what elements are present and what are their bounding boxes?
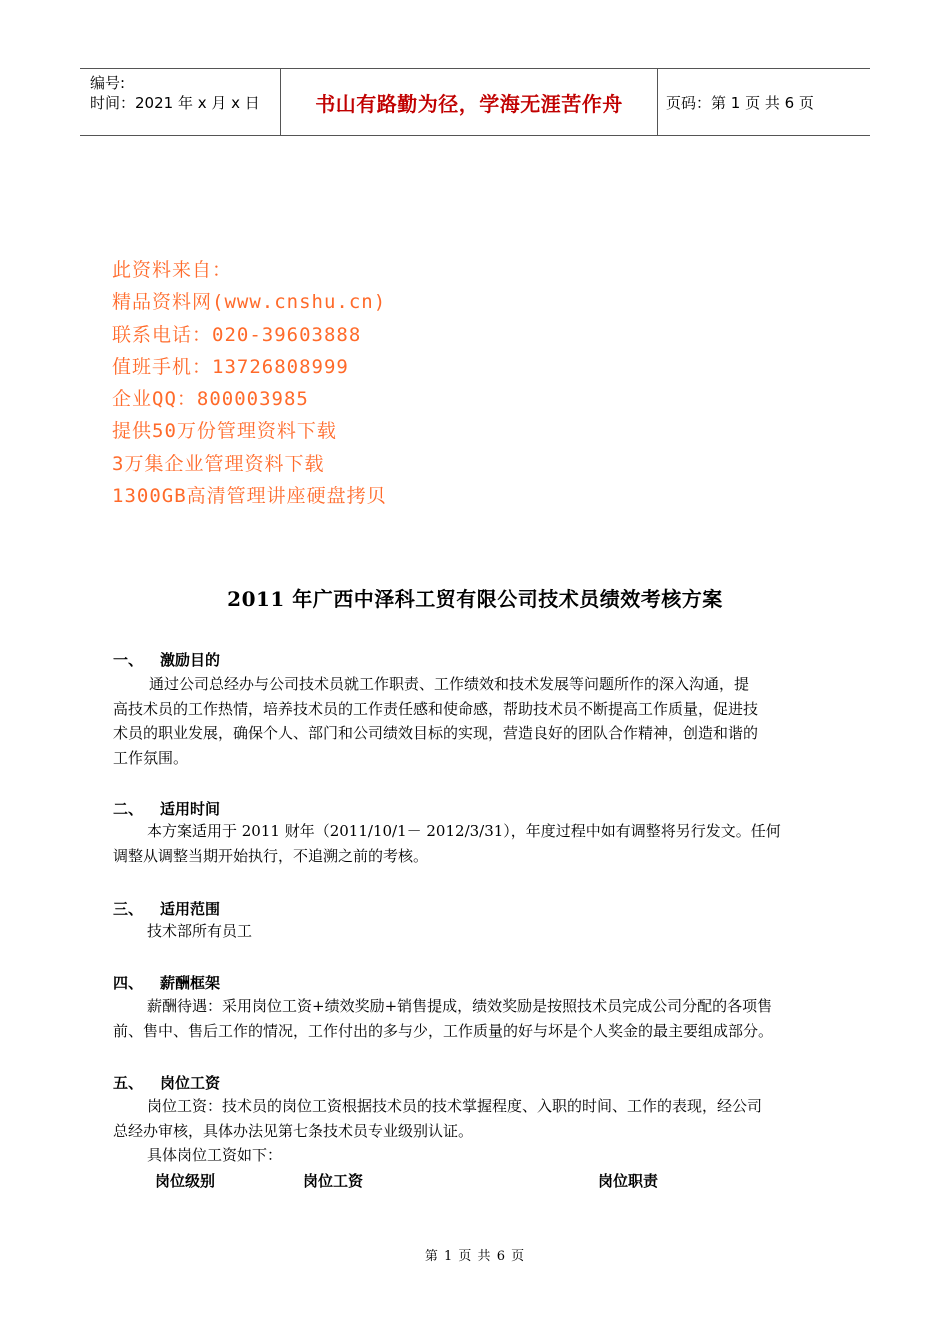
section-body-1 [113, 672, 843, 770]
paragraph-line: 薪酬待遇：采用岗位工资+绩效奖励+销售提成，绩效奖励是按照技术员完成公司分配的各项售 [147, 997, 773, 1015]
promo-line-qq: 企业QQ：800003985 [112, 388, 309, 411]
promo-line-mobile: 值班手机：13726808999 [112, 355, 349, 378]
section-heading-4 [113, 972, 220, 993]
section-title: 激励目的 [160, 651, 221, 669]
section-heading-5 [113, 1072, 220, 1093]
section-number: 三、 [113, 900, 144, 918]
promo-line-phone: 联系电话：020-39603888 [112, 323, 362, 346]
paragraph-line: 通过公司总经办与公司技术员就工作职责、工作绩效和技术发展等问题所作的深入沟通，提 [149, 675, 750, 693]
section-heading-3 [113, 898, 220, 919]
paragraph-line: 技术部所有员工 [147, 922, 253, 940]
paragraph-line: 总经办审核，具体办法见第七条技术员专业级别认证。 [113, 1121, 474, 1140]
document-date-label: 时间：2021 年 x 月 x 日 [90, 94, 260, 112]
section-body-4 [113, 994, 843, 1043]
section-body-2 [113, 819, 843, 868]
paragraph-line: 具体岗位工资如下： [147, 1146, 283, 1164]
section-heading-1 [113, 649, 220, 670]
section-title: 适用时间 [160, 800, 221, 818]
document-title: 2011 年广西中泽科工贸有限公司技术员绩效考核方案 [227, 587, 723, 611]
promo-line: 3万集企业管理资料下载 [112, 452, 325, 475]
paragraph-line: 前、售中、售后工作的情况，工作付出的多与少，工作质量的好与坏是个人奖金的最主要组成部分。 [113, 1021, 774, 1040]
header-motto: 书山有路勤为径，学海无涯苦作舟 [280, 69, 658, 135]
promo-block [112, 254, 387, 512]
paragraph-line: 本方案适用于 2011 财年（2011/10/1－ 2012/3/31），年度过程中如有调整将另行发文。任何 [147, 822, 781, 840]
promo-line: 提供50万份管理资料下载 [112, 420, 337, 443]
section-title: 薪酬框架 [160, 974, 221, 992]
section-number: 四、 [113, 974, 144, 992]
section-title: 岗位工资 [160, 1074, 221, 1092]
section-number: 二、 [113, 800, 144, 818]
promo-line: 1300GB高清管理讲座硬盘拷贝 [112, 485, 387, 508]
salary-table-header-level: 岗位级别 [155, 1172, 216, 1190]
page-footer: 第 1 页 共 6 页 [424, 1249, 526, 1264]
section-body-5 [113, 1094, 843, 1168]
salary-table-header-duty: 岗位职责 [598, 1172, 659, 1190]
page-header [80, 68, 870, 136]
paragraph-line: 岗位工资：技术员的岗位工资根据技术员的技术掌握程度、入职的时间、工作的表现，经公司 [147, 1097, 763, 1115]
paragraph-line: 工作氛围。 [113, 748, 189, 767]
paragraph-line: 术员的职业发展，确保个人、部门和公司绩效目标的实现，营造良好的团队合作精神，创造和谐的 [113, 724, 759, 742]
salary-table-header-wage: 岗位工资 [303, 1172, 364, 1190]
section-heading-2 [113, 798, 220, 819]
paragraph-line: 高技术员的工作热情，培养技术员的工作责任感和使命感，帮助技术员不断提高工作质量，促进技 [113, 699, 759, 718]
promo-line-website[interactable]: 精品资料网(www.cnshu.cn) [112, 291, 387, 314]
header-meta [80, 69, 280, 135]
section-title: 适用范围 [160, 900, 221, 918]
document-number-label: 编号: [90, 74, 126, 92]
header-page-info: 页码：第 1 页 共 6 页 [666, 93, 814, 112]
promo-line: 此资料来自： [112, 259, 233, 281]
section-number: 五、 [113, 1074, 144, 1092]
section-number: 一、 [113, 651, 144, 669]
section-body-3 [113, 919, 843, 944]
paragraph-line: 调整从调整当期开始执行，不追溯之前的考核。 [113, 846, 429, 865]
